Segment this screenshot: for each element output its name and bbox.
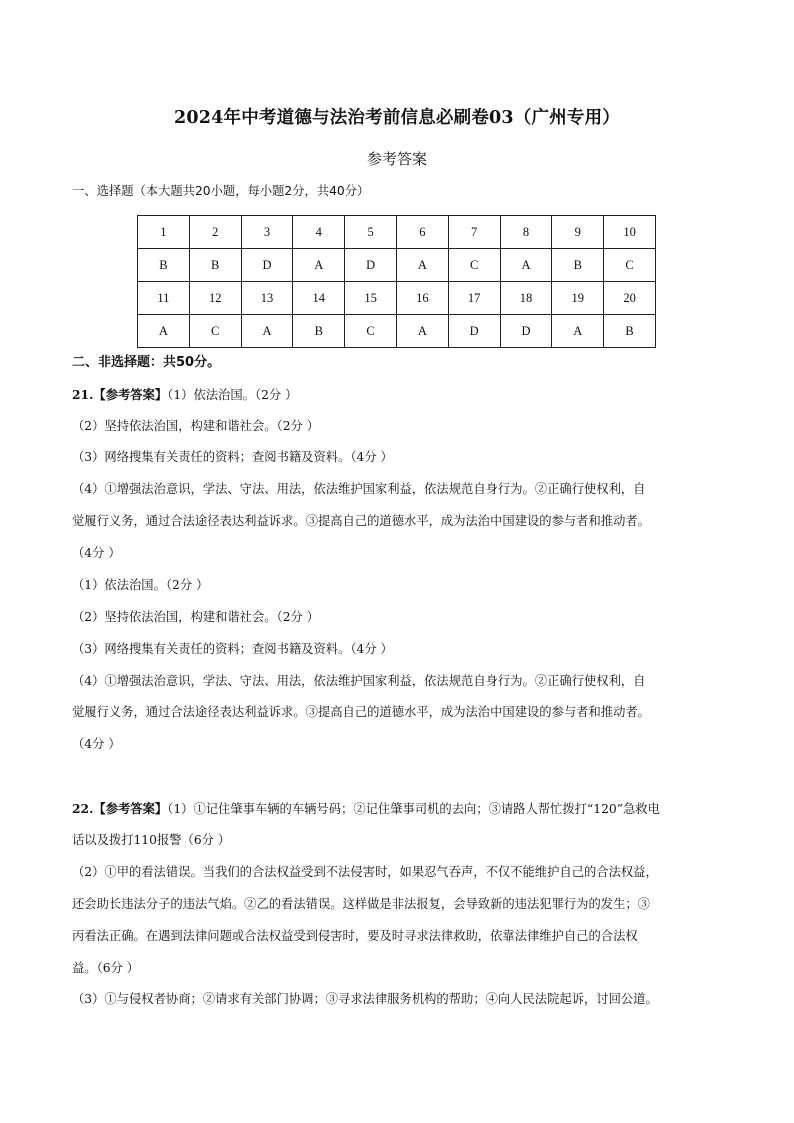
q22-label: 22.【参考答案】	[72, 801, 168, 816]
question-number-cell: 16	[396, 282, 448, 315]
q22-line: （3）①与侵权者协商；②请求有关部门协调；③寻求法律服务机构的帮助；④向人民法院起诉，讨回公道。	[72, 992, 658, 1006]
q22-first-text: （1）①记住肇事车辆的车辆号码；②记住肇事司机的去向；③请路人帮忙拨打“120”急救电	[167, 802, 660, 816]
section2-heading: 二、非选择题：共50分。	[72, 355, 221, 370]
answer-cell: C	[189, 315, 241, 348]
answer-cell: B	[138, 249, 190, 282]
q22-line: 益。（6分 ）	[72, 961, 140, 975]
q21-line: 觉履行义务，通过合法途径表达利益诉求。③提高自己的道德水平，成为法治中国建设的参与者和推动者。	[72, 514, 650, 528]
q21-line: 觉履行义务，通过合法途径表达利益诉求。③提高自己的道德水平，成为法治中国建设的参与者和推动者。	[72, 705, 650, 719]
answer-cell: A	[552, 315, 604, 348]
q21-line: （4）①增强法治意识，学法、守法、用法，依法维护国家利益，依法规范自身行为。②正确行使权利，自	[72, 674, 646, 688]
question-number-cell: 13	[241, 282, 293, 315]
page-title: 2024年中考道德与法治考前信息必刷卷03（广州专用）	[174, 108, 620, 128]
question-number-cell: 5	[345, 216, 397, 249]
question-number-cell: 18	[500, 282, 552, 315]
question-number-cell: 1	[138, 216, 190, 249]
answer-cell: A	[241, 315, 293, 348]
answer-cell: A	[396, 249, 448, 282]
q21-first-line	[72, 387, 297, 403]
question-number-cell: 11	[138, 282, 190, 315]
q22-first-line	[72, 801, 660, 817]
q21-line: （1）依法治国。（2分 ）	[72, 578, 209, 592]
q21-line: （4分 ）	[72, 546, 121, 560]
q21-line: （3）网络搜集有关责任的资料；查阅书籍及资料。（4分 ）	[72, 450, 393, 464]
question-number-cell: 15	[345, 282, 397, 315]
answer-cell: D	[241, 249, 293, 282]
q21-first-text: （1）依法治国。（2分 ）	[167, 388, 298, 402]
answer-cell: B	[189, 249, 241, 282]
answer-cell: B	[552, 249, 604, 282]
answer-cell: D	[448, 315, 500, 348]
answer-cell: A	[396, 315, 448, 348]
answer-cell: B	[293, 315, 345, 348]
question-number-cell: 6	[396, 216, 448, 249]
q22-line: 话以及拨打110报警（6分 ）	[72, 833, 231, 847]
question-number-cell: 7	[448, 216, 500, 249]
answer-cell: D	[345, 249, 397, 282]
question-number-cell: 17	[448, 282, 500, 315]
answer-cell: A	[500, 249, 552, 282]
section1-heading: 一、选择题（本大题共20小题，每小题2分，共40分）	[72, 184, 370, 198]
question-number-cell: 12	[189, 282, 241, 315]
question-number-row	[138, 282, 656, 315]
q22-line: （2）①甲的看法错误。当我们的合法权益受到不法侵害时，如果忍气吞声，不仅不能维护自己的合法权益，	[72, 865, 658, 879]
page-subtitle: 参考答案	[366, 150, 427, 168]
q22-line: 丙看法正确。在遇到法律问题或合法权益受到侵害时，要及时寻求法律救助，依靠法律维护自己的合法权	[72, 929, 638, 943]
answer-cell: C	[448, 249, 500, 282]
answer-row	[138, 315, 656, 348]
answer-cell: A	[293, 249, 345, 282]
question-number-cell: 2	[189, 216, 241, 249]
answer-cell: D	[500, 315, 552, 348]
question-number-cell: 10	[604, 216, 656, 249]
answer-cell: C	[345, 315, 397, 348]
question-number-cell: 9	[552, 216, 604, 249]
question-number-cell: 19	[552, 282, 604, 315]
question-number-cell: 14	[293, 282, 345, 315]
answer-cell: A	[138, 315, 190, 348]
q22-line: 还会助长违法分子的违法气焰。②乙的看法错误。这样做是非法报复，会导致新的违法犯罪行为的发生；③	[72, 897, 650, 911]
q21-label: 21.【参考答案】	[72, 387, 168, 402]
answer-cell: B	[604, 315, 656, 348]
answer-cell: C	[604, 249, 656, 282]
question-number-cell: 8	[500, 216, 552, 249]
answer-table	[137, 215, 656, 348]
question-number-row	[138, 216, 656, 249]
question-number-cell: 3	[241, 216, 293, 249]
q21-line: （3）网络搜集有关责任的资料；查阅书籍及资料。（4分 ）	[72, 642, 393, 656]
question-number-cell: 20	[604, 282, 656, 315]
q21-line: （2）坚持依法治国，构建和谐社会。（2分 ）	[72, 419, 320, 433]
q21-line: （2）坚持依法治国，构建和谐社会。（2分 ）	[72, 610, 320, 624]
question-number-cell: 4	[293, 216, 345, 249]
answer-row	[138, 249, 656, 282]
q21-line: （4）①增强法治意识，学法、守法、用法，依法维护国家利益，依法规范自身行为。②正确行使权利，自	[72, 482, 646, 496]
q21-line: （4分 ）	[72, 737, 121, 751]
